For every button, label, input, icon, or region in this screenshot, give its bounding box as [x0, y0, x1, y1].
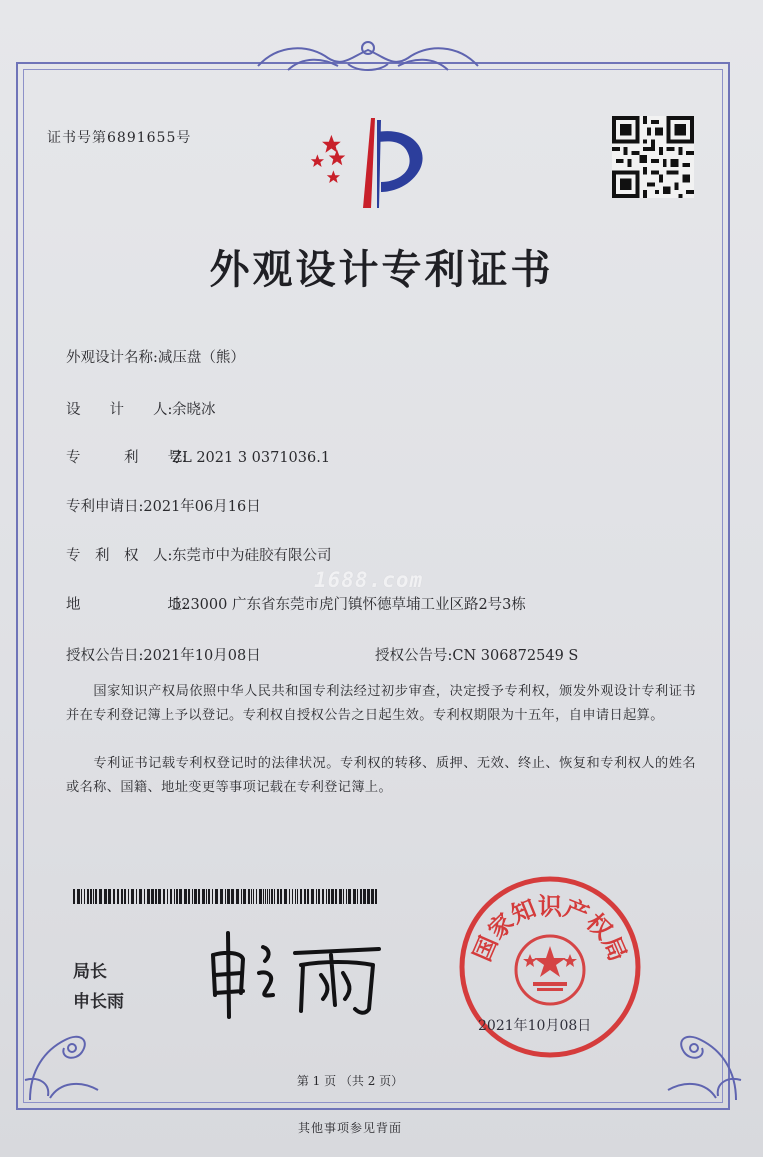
seal-date: 2021年10月08日: [478, 1018, 592, 1034]
design-name-label: 外观设计名称:: [66, 350, 158, 366]
certificate-title: 外观设计专利证书: [209, 247, 554, 293]
design-name-value: 减压盘（熊）: [157, 350, 245, 366]
grant-date-value: 2021年10月08日: [143, 648, 261, 664]
top-ornament-icon: [248, 36, 488, 80]
corner-ornament-icon: [20, 1010, 110, 1105]
page-number: 第 1 页 （共 2 页）: [296, 1074, 404, 1088]
patentee-field: [66, 544, 332, 565]
barcode-icon: [73, 889, 380, 904]
corner-ornament-icon: [656, 1010, 746, 1105]
grant-number-label: 授权公告号:: [375, 648, 453, 664]
legal-paragraph: 国家知识产权局依照中华人民共和国专利法经过初步审查，决定授予专利权，颁发外观设计专利证书并在专利登记簿上予以登记。专利权自授权公告之日起生效。专利权期限为十五年，自申请日起算。: [66, 684, 696, 723]
patentee-value: 东莞市中为硅胶有限公司: [172, 548, 332, 564]
filing-date-value: 2021年06月16日: [143, 499, 261, 515]
qr-code-icon: [612, 116, 694, 198]
patent-number-value: ZL 2021 3 0371036.1: [172, 450, 331, 466]
filing-date-label: 专利申请日:: [66, 499, 144, 515]
address-label: 地 址:: [66, 597, 187, 613]
footer-note: 其他事项参见背面: [297, 1121, 402, 1135]
patent-office-emblem-icon: [305, 112, 435, 212]
watermark-text: 1688.com: [314, 568, 424, 592]
grant-date-label: 授权公告日:: [66, 648, 144, 664]
designer-field: [66, 398, 216, 419]
filing-date-field: [66, 495, 261, 516]
director-signature-icon: [203, 925, 385, 1020]
seal-text: 国家知识产权局: [468, 892, 632, 966]
director-name: 申长雨: [73, 992, 124, 1012]
address-field: [66, 593, 526, 614]
legal-paragraph: 专利证书记载专利权登记时的法律状况。专利权的转移、质押、无效、终止、恢复和专利权人的姓名或名称、国籍、地址变更等事项记载在专利登记簿上。: [66, 756, 696, 795]
grant-number-value: CN 306872549 S: [452, 648, 579, 664]
director-title: 局长: [73, 962, 107, 982]
grant-number-field: [375, 644, 578, 665]
patentee-label: 专 利 权 人:: [66, 548, 173, 564]
designer-value: 余晓冰: [172, 402, 216, 418]
patent-number-label: 专 利 号:: [66, 450, 187, 466]
patent-number-field: [66, 446, 330, 467]
designer-label: 设 计 人:: [66, 402, 173, 418]
address-value: 523000 广东省东莞市虎门镇怀德草埔工业区路2号3栋: [172, 597, 526, 613]
design-name-field: [66, 346, 245, 367]
grant-date-field: [66, 644, 261, 665]
certificate-number: 证书号第6891655号: [47, 130, 192, 146]
